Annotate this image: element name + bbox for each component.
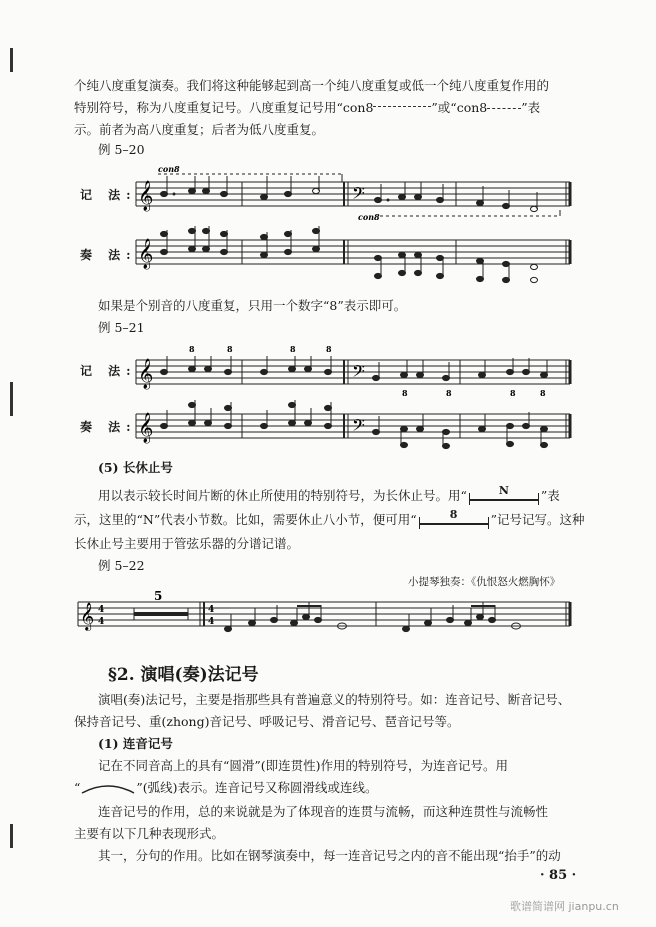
performance-label: 奏 法: (80, 420, 137, 434)
performance-label: 奏 法: (80, 248, 137, 262)
text-line: 主要有以下几种表现形式。 (74, 826, 225, 841)
svg-text:5: 5 (154, 589, 163, 603)
notation-label: 记 法: (80, 188, 137, 202)
svg-text:𝄢: 𝄢 (352, 183, 365, 207)
svg-text:4: 4 (208, 605, 215, 615)
text-span: “ (74, 780, 81, 795)
text-span: ”记号记写。这种 (490, 512, 585, 527)
svg-text:8: 8 (446, 388, 452, 398)
staff-example-5-20 (130, 160, 580, 280)
svg-text:4: 4 (208, 617, 215, 627)
multirest-symbol (417, 507, 491, 528)
svg-text:𝄞: 𝄞 (138, 413, 154, 443)
example-label: 例 5–21 (98, 320, 145, 335)
text-span: ”或“con8 (431, 100, 488, 115)
subheading: (5) 长休止号 (98, 460, 173, 475)
section-heading: §2. 演唱(奏)法记号 (108, 665, 259, 685)
multirest-n: N (498, 483, 509, 497)
text-span: 示，这里的“N”代表小节数。比如，需要休止八小节，便可用“ (74, 512, 417, 527)
text-line (74, 778, 378, 796)
notation-label: 记 法: (80, 364, 137, 378)
svg-text:𝄞: 𝄞 (138, 239, 154, 269)
text-line: 长休止号主要用于管弦乐器的分谱记谱。 (74, 536, 300, 551)
binding-mark (10, 382, 13, 416)
multirest-8: 8 (449, 507, 458, 521)
svg-text:𝄢: 𝄢 (352, 415, 365, 439)
svg-text:8: 8 (189, 344, 195, 354)
text-line (74, 507, 585, 528)
svg-text:𝄞: 𝄞 (138, 181, 154, 211)
multirest-symbol (467, 483, 541, 504)
binding-mark (10, 824, 13, 848)
svg-text:8: 8 (540, 388, 546, 398)
svg-text:8: 8 (402, 388, 408, 398)
example-caption: 小提琴独奏：《仇恨怒火燃胸怀》 (408, 576, 561, 588)
text-line: 记在不同音高上的具有“圆滑”(即连贯性)作用的特别符号，为连音记号。用 (98, 758, 509, 773)
text-span: 用以表示较长时间片断的休止所使用的特别符号，为长休止号。用“ (98, 488, 467, 503)
watermark: 歌谱简谱网 jianpu.cn (510, 900, 619, 913)
text-span: ”表 (540, 488, 560, 503)
text-line: 其一，分句的作用。比如在钢琴演奏中，每一连音记号之内的音不能出现“抬手”的动 (98, 848, 561, 863)
example-label: 例 5–22 (98, 558, 145, 573)
svg-text:𝄞: 𝄞 (80, 602, 95, 630)
svg-text:8: 8 (326, 344, 332, 354)
staff-example-5-21 (130, 340, 580, 450)
text-line: 如果是个别音的八度重复，只用一个数字“8”表示即可。 (98, 298, 407, 313)
example-label: 例 5–20 (98, 142, 145, 157)
text-line: 示。前者为高八度重复；后者为低八度重复。 (74, 122, 325, 137)
svg-text:con8: con8 (358, 212, 380, 222)
text-line: 保持音记号、重(zhong)音记号、呼吸记号、滑音记号、琶音记号等。 (74, 714, 460, 729)
text-span: 特别符号，称为八度重复记号。八度重复记号用“con8 (74, 100, 374, 115)
svg-text:4: 4 (98, 617, 105, 627)
svg-text:4: 4 (98, 605, 105, 615)
staff-example-5-22 (76, 590, 576, 640)
svg-text:𝄞: 𝄞 (138, 359, 154, 389)
text-line (74, 98, 540, 116)
svg-text:8: 8 (510, 388, 516, 398)
svg-text:con8: con8 (158, 164, 180, 174)
dashed-line (373, 106, 431, 107)
slur-icon (80, 783, 136, 795)
svg-text:𝄢: 𝄢 (352, 361, 365, 385)
binding-mark (10, 48, 13, 72)
dashed-line (487, 108, 521, 109)
text-span: ”(弧线)表示。连音记号又称圆滑线或连线。 (136, 780, 378, 795)
page-number: · 85 · (540, 868, 577, 883)
text-line: 连音记号的作用，总的来说就是为了体现音的连贯与流畅，而这种连贯性与流畅性 (98, 804, 549, 819)
subheading: (1) 连音记号 (98, 736, 173, 751)
text-line: 个纯八度重复演奏。我们将这种能够起到高一个纯八度重复或低一个纯八度重复作用的 (74, 78, 550, 93)
text-line (98, 483, 560, 504)
text-line: 演唱(奏)法记号，主要是指那些具有普遍意义的特别符号。如：连音记号、断音记号、 (98, 692, 571, 707)
svg-text:8: 8 (290, 344, 296, 354)
text-span: ”表 (521, 100, 541, 115)
svg-text:8: 8 (227, 344, 233, 354)
